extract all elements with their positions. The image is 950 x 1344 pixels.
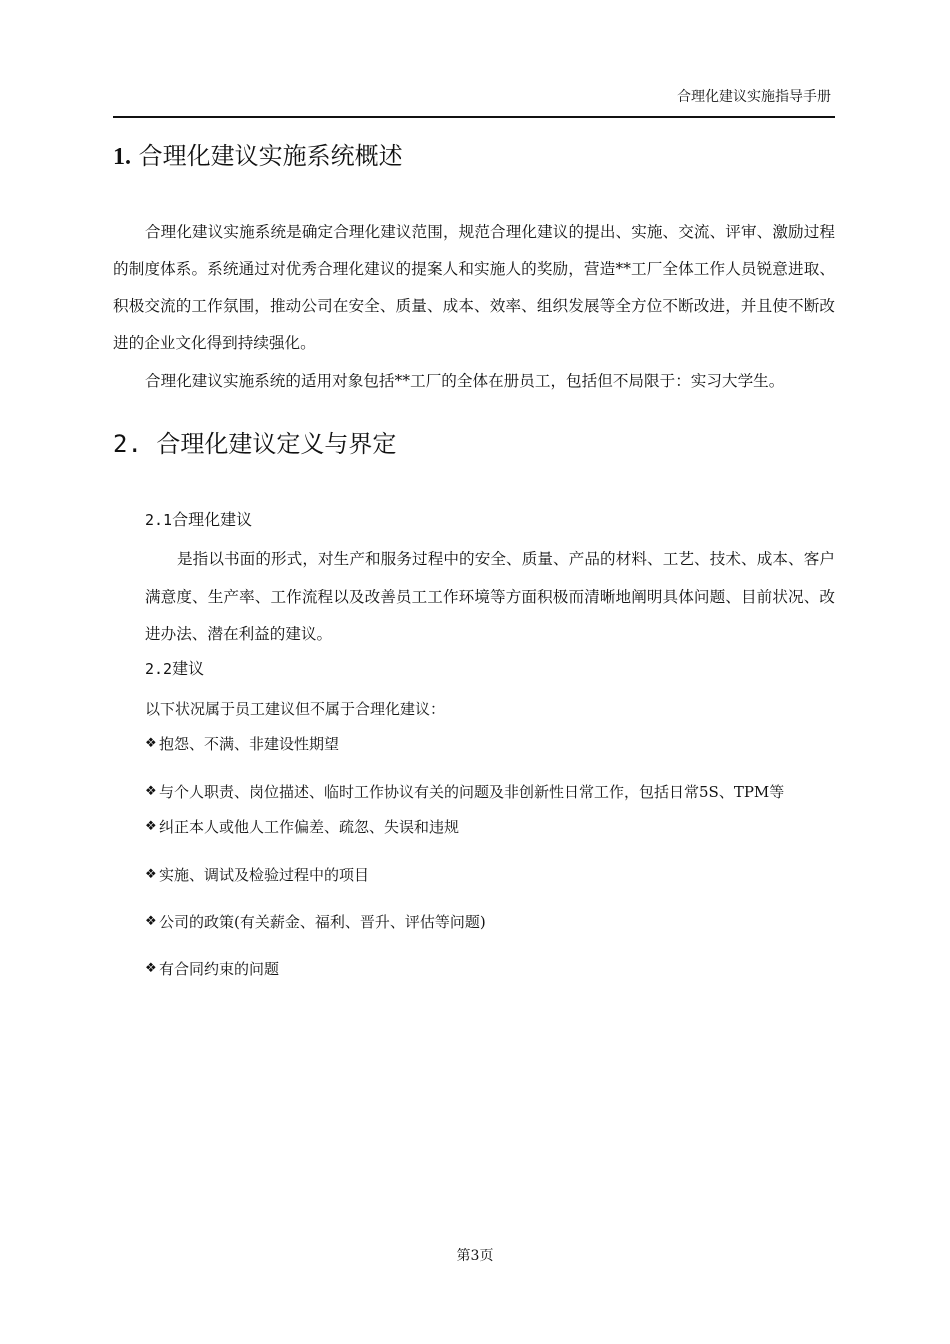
list-item-text: 抱怨、不满、非建设性期望 <box>159 735 340 753</box>
subsection-2-2-title: 建议 <box>172 659 205 678</box>
subsection-2-2-number: 2.2 <box>145 660 173 678</box>
subsection-2-1-title: 合理化建议 <box>172 510 253 529</box>
section-1-number: 1. <box>113 144 131 170</box>
page-number: 第3页 <box>456 1248 494 1264</box>
page-header <box>113 88 835 118</box>
subsection-2-1-number: 2.1 <box>145 511 173 529</box>
diamond-bullet-icon: ❖ <box>145 784 157 799</box>
list-item-text: 公司的政策(有关薪金、福利、晋升、评估等问题) <box>159 913 486 931</box>
section-1-title: 合理化建议实施系统概述 <box>138 142 403 170</box>
diamond-bullet-icon: ❖ <box>145 914 157 929</box>
header-title: 合理化建议实施指导手册 <box>677 89 831 105</box>
list-item <box>145 910 845 934</box>
section-2-title: 合理化建议定义与界定 <box>156 430 397 458</box>
diamond-bullet-icon: ❖ <box>145 961 157 976</box>
subsection-2-2-heading <box>145 657 204 681</box>
diamond-bullet-icon: ❖ <box>145 736 157 751</box>
subsection-2-1-text: 是指以书面的形式，对生产和服务过程中的安全、质量、产品的材料、工艺、技术、成本、客户满意度、生产率、工作流程以及改善员工工作环境等方面积极而清晰地阐明具体问题、目前状况、改进办法、潜在利益的建议。 <box>145 550 835 643</box>
subsection-2-2-intro: 以下状况属于员工建议但不属于合理化建议： <box>145 700 446 718</box>
section-2-number: 2. <box>113 430 142 458</box>
diamond-bullet-icon: ❖ <box>145 819 157 834</box>
exclusion-list <box>145 732 845 981</box>
list-item <box>145 863 845 887</box>
list-item-text: 纠正本人或他人工作偏差、疏忽、失误和违规 <box>159 818 460 836</box>
list-item <box>145 815 845 839</box>
section-1-paragraph-2: 合理化建议实施系统的适用对象包括**工厂的全体在册员工，包括但不局限于：实习大学生。 <box>145 372 785 390</box>
section-1-heading <box>113 140 403 173</box>
subsection-2-1-heading <box>145 508 252 532</box>
diamond-bullet-icon: ❖ <box>145 867 157 882</box>
list-item-text: 有合同约束的问题 <box>159 960 280 978</box>
section-2-heading <box>113 428 396 460</box>
list-item <box>145 780 845 804</box>
section-1-paragraph-1: 合理化建议实施系统是确定合理化建议范围，规范合理化建议的提出、实施、交流、评审、激励过程的制度体系。系统通过对优秀合理化建议的提案人和实施人的奖励，营造**工厂全体工作人员锐意进取、积极交流的工作氛围，推动公司在安全、质量、成本、效率、组织发展等全方位不断改进，并且使不断改进的企业文化得到持续强化。 <box>113 223 835 352</box>
list-item <box>145 957 845 981</box>
list-item-text: 实施、调试及检验过程中的项目 <box>159 866 370 884</box>
list-item-text: 与个人职责、岗位描述、临时工作协议有关的问题及非创新性日常工作，包括日常5S、TPM等 <box>159 783 785 801</box>
list-item <box>145 732 845 756</box>
